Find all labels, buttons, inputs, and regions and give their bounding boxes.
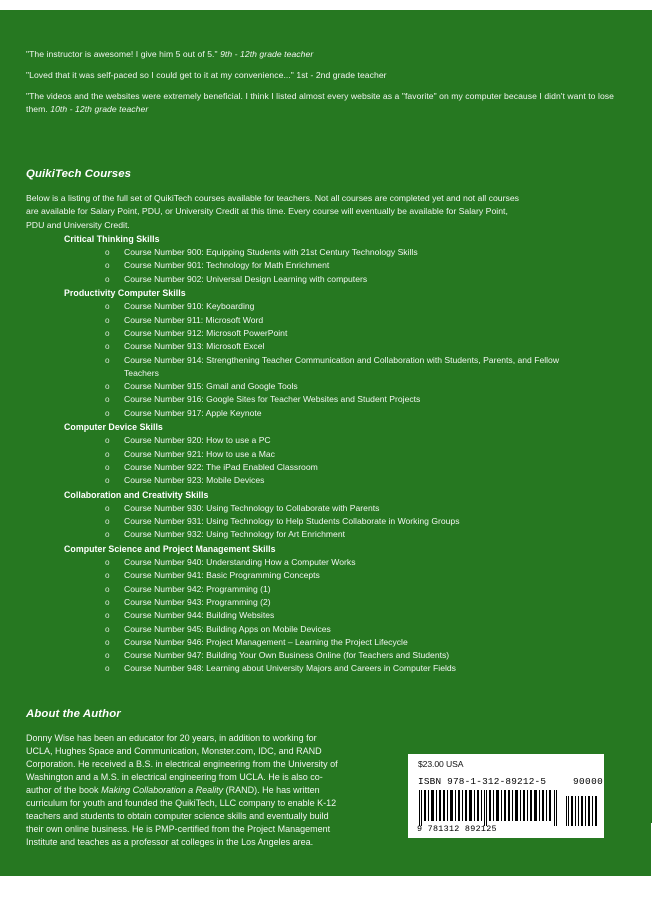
course-group bbox=[26, 543, 638, 676]
bullet-marker-icon: o bbox=[105, 355, 110, 365]
bullet-marker-icon: o bbox=[105, 462, 110, 472]
bullet-marker-icon: o bbox=[105, 261, 110, 271]
course-group-title: Critical Thinking Skills bbox=[64, 233, 160, 244]
course-group-title: Computer Science and Project Management Skills bbox=[64, 543, 276, 554]
course-list-item bbox=[105, 569, 594, 582]
isbn-number-label: ISBN 978-1-312-89212-5 bbox=[418, 776, 547, 787]
course-list-item bbox=[105, 502, 594, 515]
course-label: Course Number 910: Keyboarding bbox=[124, 301, 255, 312]
course-label: Course Number 931: Using Technology to Help Students Collaborate in Working Groups bbox=[124, 516, 460, 527]
bullet-marker-icon: o bbox=[105, 315, 110, 325]
bullet-marker-icon: o bbox=[105, 503, 110, 513]
quote-text: "The instructor is awesome! I give him 5 out of 5." bbox=[26, 49, 218, 59]
ean5-digits-label: 90000 bbox=[573, 776, 604, 787]
course-group bbox=[26, 287, 638, 420]
bullet-marker-icon: o bbox=[105, 597, 110, 607]
course-group-title: Productivity Computer Skills bbox=[64, 288, 186, 299]
cover-edge-white-strip bbox=[651, 823, 660, 876]
course-list-item bbox=[105, 623, 594, 636]
about-body-paragraph bbox=[26, 732, 341, 849]
course-list-item bbox=[105, 393, 594, 406]
course-group bbox=[26, 421, 638, 487]
about-heading: About the Author bbox=[26, 708, 121, 720]
course-list-item bbox=[105, 583, 594, 596]
course-list-item bbox=[105, 434, 594, 447]
bullet-marker-icon: o bbox=[105, 651, 110, 661]
course-label: Course Number 940: Understanding How a Computer Works bbox=[124, 557, 356, 568]
course-label: Course Number 941: Basic Programming Concepts bbox=[124, 570, 320, 581]
course-list-item bbox=[105, 380, 594, 393]
course-label: Course Number 917: Apple Keynote bbox=[124, 407, 262, 418]
bullet-marker-icon: o bbox=[105, 302, 110, 312]
course-list-item bbox=[105, 474, 594, 487]
about-body-part1: Donny Wise has been an educator for 20 years, in addition to working for UCLA, Hughes Space and Communication, Monster.com, IDC, and RAND Corporation. He received a B.S. in electrical engineering from the University of Washington and a M.S. in electrical engineering from UCLA. He is also co-author of the book bbox=[26, 733, 338, 795]
bullet-marker-icon: o bbox=[105, 624, 110, 634]
testimonial-quote bbox=[26, 69, 636, 81]
course-label: Course Number 945: Building Apps on Mobile Devices bbox=[124, 623, 331, 634]
bullet-marker-icon: o bbox=[105, 328, 110, 338]
quote-text: "The videos and the websites were extremely beneficial. I think I listed almost every website as a "favorite" on my computer because I didn't want to lose them. bbox=[26, 91, 614, 114]
ean5-barcode-graphic bbox=[565, 796, 598, 826]
bullet-marker-icon: o bbox=[105, 664, 110, 674]
bullet-marker-icon: o bbox=[105, 342, 110, 352]
course-label: Course Number 900: Equipping Students with 21st Century Technology Skills bbox=[124, 247, 418, 258]
green-cover-panel bbox=[0, 10, 652, 876]
quote-attribution: 1st - 2nd grade teacher bbox=[296, 70, 387, 81]
course-label: Course Number 948: Learning about University Majors and Careers in Computer Fields bbox=[124, 663, 456, 674]
course-list-item bbox=[105, 259, 594, 272]
testimonial-quote bbox=[26, 48, 636, 60]
course-group-title: Computer Device Skills bbox=[64, 422, 163, 433]
bullet-marker-icon: o bbox=[105, 382, 110, 392]
course-label: Course Number 911: Microsoft Word bbox=[124, 314, 264, 325]
course-label: Course Number 916: Google Sites for Teacher Websites and Student Projects bbox=[124, 394, 421, 405]
ean13-barcode-graphic bbox=[418, 790, 558, 826]
quote-text: "Loved that it was self-paced so I could get to it at my convenience..." bbox=[26, 70, 294, 81]
course-list-item bbox=[105, 515, 594, 528]
course-label: Course Number 920: How to use a PC bbox=[124, 435, 271, 446]
isbn-barcode-box bbox=[408, 754, 604, 838]
bullet-marker-icon: o bbox=[105, 449, 110, 459]
course-list-item bbox=[105, 340, 594, 353]
ean13-digits-label: 9 781312 892125 bbox=[417, 824, 497, 834]
quote-attribution: 9th - 12th grade teacher bbox=[220, 49, 314, 59]
bullet-marker-icon: o bbox=[105, 436, 110, 446]
course-label: Course Number 930: Using Technology to Collaborate with Parents bbox=[124, 502, 380, 513]
course-list-item bbox=[105, 448, 594, 461]
referenced-book-title: Making Collaboration a Reality bbox=[101, 785, 224, 795]
bullet-marker-icon: o bbox=[105, 248, 110, 258]
course-label: Course Number 947: Building Your Own Business Online (for Teachers and Students) bbox=[124, 650, 450, 661]
course-list-item bbox=[105, 662, 594, 675]
course-list-item bbox=[105, 556, 594, 569]
course-group-title: Collaboration and Creativity Skills bbox=[64, 489, 209, 500]
course-list-item bbox=[105, 327, 594, 340]
course-label: Course Number 943: Programming (2) bbox=[124, 596, 271, 607]
bullet-marker-icon: o bbox=[105, 530, 110, 540]
course-list-item bbox=[105, 636, 594, 649]
course-label: Course Number 913: Microsoft Excel bbox=[124, 341, 265, 352]
course-label: Course Number 912: Microsoft PowerPoint bbox=[124, 327, 288, 338]
course-label: Course Number 915: Gmail and Google Tools bbox=[124, 381, 298, 392]
bullet-marker-icon: o bbox=[105, 476, 110, 486]
course-label: Course Number 923: Mobile Devices bbox=[124, 475, 265, 486]
price-label: $23.00 USA bbox=[418, 759, 464, 769]
course-list-item bbox=[105, 609, 594, 622]
course-list-item bbox=[105, 300, 594, 313]
quikitech-courses-section bbox=[26, 168, 638, 676]
course-label: Course Number 944: Building Websites bbox=[124, 610, 275, 621]
course-list-item bbox=[105, 273, 594, 286]
courses-intro-paragraph: Below is a listing of the full set of QuikiTech courses available for teachers. Not all courses are completed yet and not all courses are available for Salary Point, PDU, or University Credit at this time. Every course will eventually be available for Salary Point, PDU and University Credit. bbox=[26, 193, 520, 230]
bullet-marker-icon: o bbox=[105, 584, 110, 594]
about-body-part2: (RAND). He has written curriculum for youth and founded the QuikiTech, LLC company to enable K-12 teachers and students to obtain computer science skills and eventually build their own online business. He is PMP-certified from the Project Management Institute and teaches as a professor at colleges in the Los Angeles area. bbox=[26, 785, 337, 847]
bullet-marker-icon: o bbox=[105, 558, 110, 568]
course-list-item bbox=[105, 314, 594, 327]
course-list-item bbox=[105, 354, 594, 381]
bullet-marker-icon: o bbox=[105, 395, 110, 405]
courses-heading: QuikiTech Courses bbox=[26, 168, 132, 180]
testimonial-quote bbox=[26, 90, 636, 114]
course-label: Course Number 942: Programming (1) bbox=[124, 583, 271, 594]
bullet-marker-icon: o bbox=[105, 571, 110, 581]
course-list-item bbox=[105, 528, 594, 541]
course-list-item bbox=[105, 407, 594, 420]
quote-attribution: 10th - 12th grade teacher bbox=[50, 103, 149, 114]
bullet-marker-icon: o bbox=[105, 611, 110, 621]
course-label: Course Number 902: Universal Design Learning with computers bbox=[124, 273, 368, 284]
course-group bbox=[26, 489, 638, 542]
course-label: Course Number 946: Project Management – Learning the Project Lifecycle bbox=[124, 636, 408, 647]
bullet-marker-icon: o bbox=[105, 637, 110, 647]
bullet-marker-icon: o bbox=[105, 274, 110, 284]
bullet-marker-icon: o bbox=[105, 408, 110, 418]
course-list-item bbox=[105, 596, 594, 609]
course-label: Course Number 921: How to use a Mac bbox=[124, 448, 275, 459]
bullet-marker-icon: o bbox=[105, 517, 110, 527]
course-label: Course Number 932: Using Technology for Art Enrichment bbox=[124, 529, 345, 540]
about-the-author-section bbox=[26, 708, 366, 849]
course-group bbox=[26, 233, 638, 286]
course-list-item bbox=[105, 461, 594, 474]
isbn-row bbox=[418, 771, 604, 787]
course-label: Course Number 914: Strengthening Teacher Communication and Collaboration with Students, Parents, and Fellow Teachers bbox=[124, 354, 560, 378]
course-label: Course Number 901: Technology for Math Enrichment bbox=[124, 260, 330, 271]
testimonial-quotes-section bbox=[26, 48, 636, 124]
course-label: Course Number 922: The iPad Enabled Classroom bbox=[124, 461, 318, 472]
course-list-item bbox=[105, 649, 594, 662]
course-list-item bbox=[105, 246, 594, 259]
